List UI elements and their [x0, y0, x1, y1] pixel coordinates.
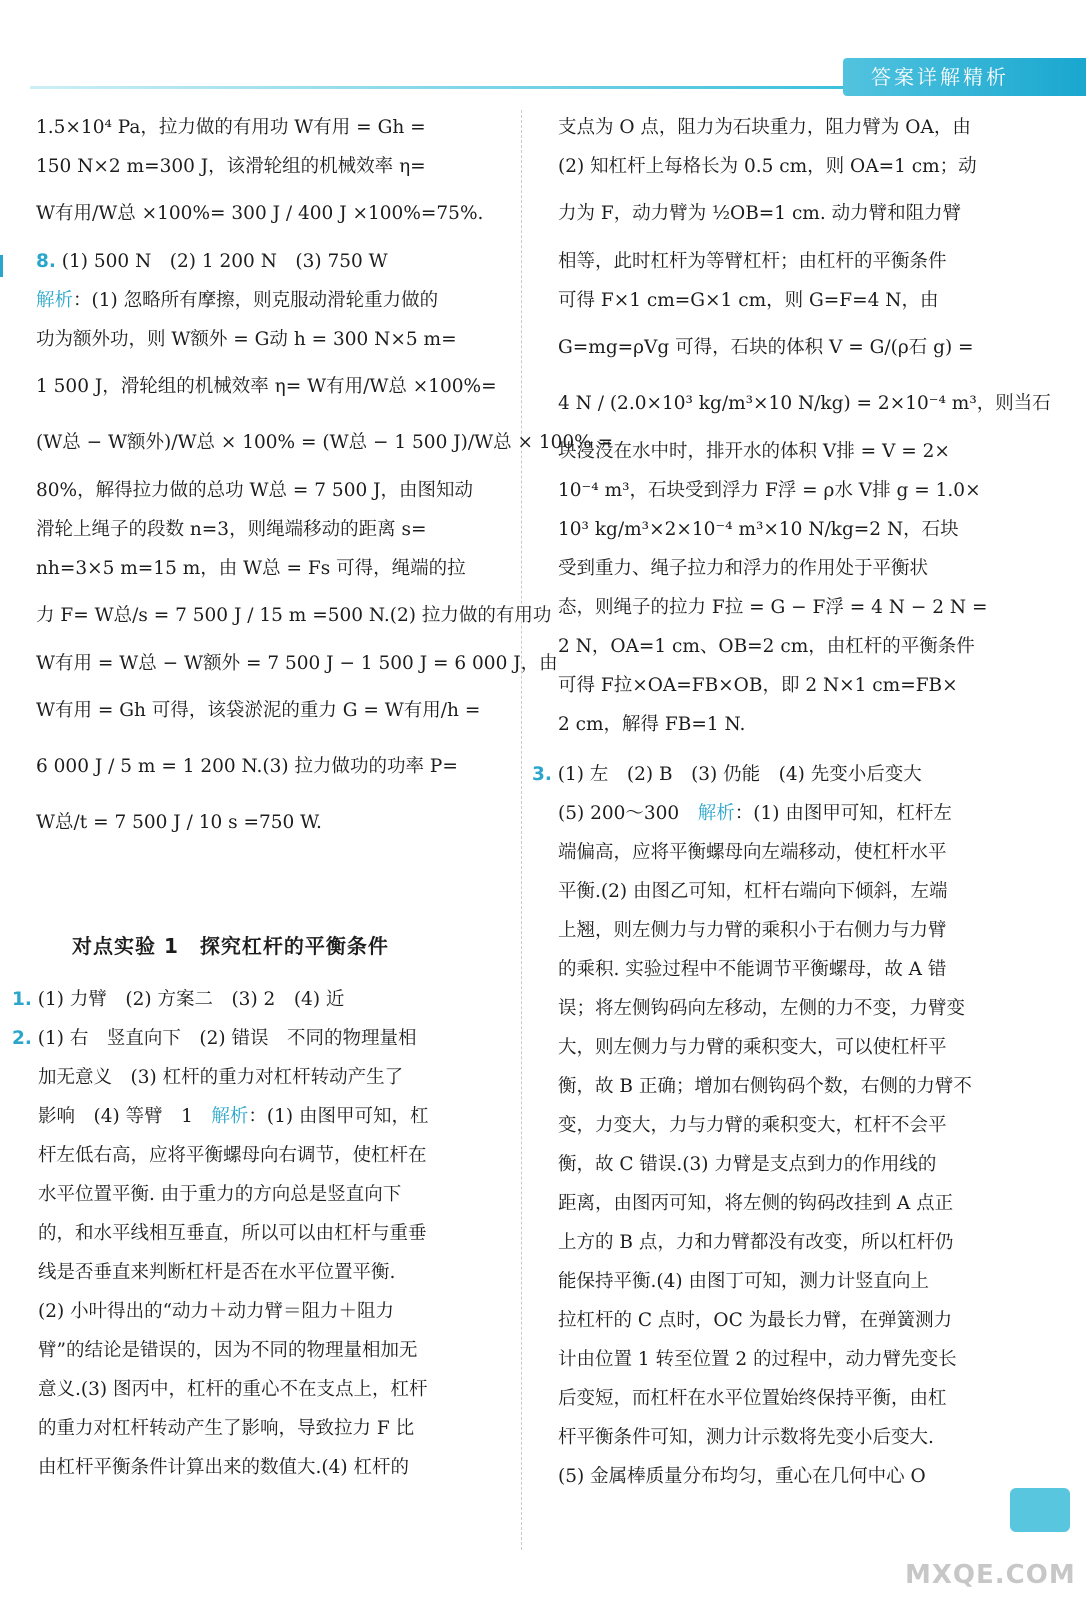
q3-answer: 3. (1) 左 (2) B (3) 仍能 (4) 先变小后变大: [532, 764, 922, 785]
text-line: 6 000 J / 5 m = 1 200 N.(3) 拉力做功的功率 P=: [36, 756, 458, 777]
text-line: 150 N×2 m=300 J，该滑轮组的机械效率 η=: [36, 156, 426, 177]
text-line: 力 F= W总/s = 7 500 J / 15 m =500 N.(2) 拉力做的有用功: [36, 605, 552, 626]
text-line: W总/t = 7 500 J / 10 s =750 W.: [36, 812, 322, 833]
text-line: 受到重力、绳子拉力和浮力的作用处于平衡状: [558, 558, 929, 579]
column-divider: [521, 110, 522, 1550]
text-line: 80%，解得拉力做的总功 W总 = 7 500 J，由图知动: [36, 480, 474, 501]
q1-answer: 1. (1) 力臂 (2) 方案二 (3) 2 (4) 近: [12, 989, 345, 1010]
text-line: 水平位置平衡. 由于重力的方向总是竖直向下: [38, 1184, 402, 1205]
text-line: 衡，故 C 错误.(3) 力臂是支点到力的作用线的: [558, 1154, 937, 1175]
analysis-label: 解析: [697, 803, 735, 824]
q2-line: 2. (1) 右 竖直向下 (2) 错误 不同的物理量相: [12, 1028, 417, 1049]
text-line: 力为 F，动力臂为 ½OB=1 cm. 动力臂和阻力臂: [558, 203, 962, 224]
text-line: 态，则绳子的拉力 F拉 = G − F浮 = 4 N − 2 N =: [558, 597, 988, 618]
text-line: 2 N，OA=1 cm、OB=2 cm，由杠杆的平衡条件: [558, 636, 975, 657]
text-line: 的，和水平线相互垂直，所以可以由杠杆与重垂: [38, 1223, 427, 1244]
text-line: 影响 (4) 等臂 1 解析：(1) 由图甲可知，杠: [38, 1106, 429, 1127]
text-line: 2 cm，解得 FB=1 N.: [558, 714, 746, 735]
text-line: 上方的 B 点，力和力臂都没有改变，所以杠杆仍: [558, 1232, 954, 1253]
text-line: 4 N / (2.0×10³ kg/m³×10 N/kg) = 2×10⁻⁴ m³，则当石: [558, 393, 1051, 414]
text-line: W有用 = Gh 可得，该袋淤泥的重力 G = W有用/h =: [36, 700, 481, 721]
text-line: 10³ kg/m³×2×10⁻⁴ m³×10 N/kg=2 N，石块: [558, 519, 959, 540]
left-column: [36, 108, 614, 851]
question-number: 8.: [36, 251, 56, 272]
left-questions: [12, 980, 500, 1487]
text-line: 块浸没在水中时，排开水的体积 V排 = V = 2×: [558, 441, 950, 462]
text-line: 意义.(3) 图丙中，杠杆的重心不在支点上，杠杆: [38, 1379, 428, 1400]
header-rule: [30, 86, 845, 89]
header-tab: 答案详解精析: [843, 58, 1086, 96]
text-line: 的乘积. 实验过程中不能调节平衡螺母，故 A 错: [558, 959, 947, 980]
text-line: (5) 金属棒质量分布均匀，重心在几何中心 O: [558, 1466, 926, 1487]
text-line: 滑轮上绳子的段数 n=3，则绳端移动的距离 s=: [36, 519, 427, 540]
text-line: 杆平衡条件可知，测力计示数将先变小后变大.: [558, 1427, 934, 1448]
text-line: 功为额外功，则 W额外 = G动 h = 300 N×5 m=: [36, 329, 457, 350]
text-line: 臂”的结论是错误的，因为不同的物理量相加无: [38, 1340, 418, 1361]
text-line: 计由位置 1 转至位置 2 的过程中，动力臂先变长: [558, 1349, 957, 1370]
question-number: 1.: [12, 989, 32, 1010]
text-line: 上翘，则左侧力与力臂的乘积小于右侧力与力臂: [558, 920, 947, 941]
text-line: W有用 = W总 − W额外 = 7 500 J − 1 500 J = 6 000 J，由: [36, 653, 558, 674]
text-line: 端偏高，应将平衡螺母向左端移动，使杠杆水平: [558, 842, 947, 863]
text-line: 能保持平衡.(4) 由图丁可知，测力计竖直向上: [558, 1271, 929, 1292]
text-line: (5) 200～300 解析：(1) 由图甲可知，杠杆左: [558, 803, 952, 824]
text-line: 1.5×10⁴ Pa，拉力做的有用功 W有用 = Gh =: [36, 117, 426, 138]
text-line: 支点为 O 点，阻力为石块重力，阻力臂为 OA，由: [558, 117, 971, 138]
text-line: 线是否垂直来判断杠杆是否在水平位置平衡.: [38, 1262, 396, 1283]
q8-marker: [0, 255, 3, 277]
watermark-badge: [1010, 1488, 1070, 1532]
text-line: 距离，由图丙可知，将左侧的钩码改挂到 A 点正: [558, 1193, 954, 1214]
q8-answer: 8. (1) 500 N (2) 1 200 N (3) 750 W: [36, 251, 388, 272]
text-line: 衡，故 B 正确；增加右侧钩码个数，右侧的力臂不: [558, 1076, 972, 1097]
text-line: 10⁻⁴ m³，石块受到浮力 F浮 = ρ水 V排 g = 1.0×: [558, 480, 981, 501]
analysis-label: 解析: [36, 290, 74, 311]
text-line: W有用/W总 ×100%= 300 J / 400 J ×100%=75%.: [36, 203, 484, 224]
right-column: [558, 108, 1051, 744]
text-line: 可得 F×1 cm=G×1 cm，则 G=F=4 N，由: [558, 290, 939, 311]
text-line: 误；将左侧钩码向左移动，左侧的力不变，力臂变: [558, 998, 966, 1019]
text-line: nh=3×5 m=15 m，由 W总 = Fs 可得，绳端的拉: [36, 558, 466, 579]
text-line: (2) 小叶得出的“动力＋动力臂＝阻力＋阻力: [38, 1301, 395, 1322]
text-line: G=mg=ρVg 可得，石块的体积 V = G/(ρ石 g) =: [558, 337, 974, 358]
text-line: 大，则左侧力与力臂的乘积变大，可以使杠杆平: [558, 1037, 947, 1058]
q3-block: [532, 755, 1012, 1496]
text-line: 相等，此时杠杆为等臂杠杆；由杠杆的平衡条件: [558, 251, 947, 272]
text-line: 由杠杆平衡条件计算出来的数值大.(4) 杠杆的: [38, 1457, 409, 1478]
analysis-label: 解析: [211, 1106, 249, 1127]
section-title: 对点实验 1 探究杠杆的平衡条件: [72, 934, 389, 958]
text-line: 杆左低右高，应将平衡螺母向右调节，使杠杆在: [38, 1145, 427, 1166]
text-line: 变，力变大，力与力臂的乘积变大，杠杆不会平: [558, 1115, 947, 1136]
text-line: 解析：(1) 忽略所有摩擦，则克服动滑轮重力做的: [36, 290, 439, 311]
text-line: 的重力对杠杆转动产生了影响，导致拉力 F 比: [38, 1418, 415, 1439]
text-line: (W总 − W额外)/W总 × 100% = (W总 − 1 500 J)/W总 × 100% =: [36, 432, 614, 453]
text-line: 1 500 J，滑轮组的机械效率 η= W有用/W总 ×100%=: [36, 376, 497, 397]
question-number: 2.: [12, 1028, 32, 1049]
text-line: 拉杠杆的 C 点时，OC 为最长力臂，在弹簧测力: [558, 1310, 953, 1331]
watermark-text: MXQE.COM: [905, 1560, 1076, 1590]
text-line: (2) 知杠杆上每格长为 0.5 cm，则 OA=1 cm；动: [558, 156, 977, 177]
text-line: 平衡.(2) 由图乙可知，杠杆右端向下倾斜，左端: [558, 881, 948, 902]
text-line: 后变短，而杠杆在水平位置始终保持平衡，由杠: [558, 1388, 947, 1409]
text-line: 加无意义 (3) 杠杆的重力对杠杆转动产生了: [38, 1067, 404, 1088]
text-line: 可得 F拉×OA=FB×OB，即 2 N×1 cm=FB×: [558, 675, 958, 696]
question-number: 3.: [532, 764, 552, 785]
